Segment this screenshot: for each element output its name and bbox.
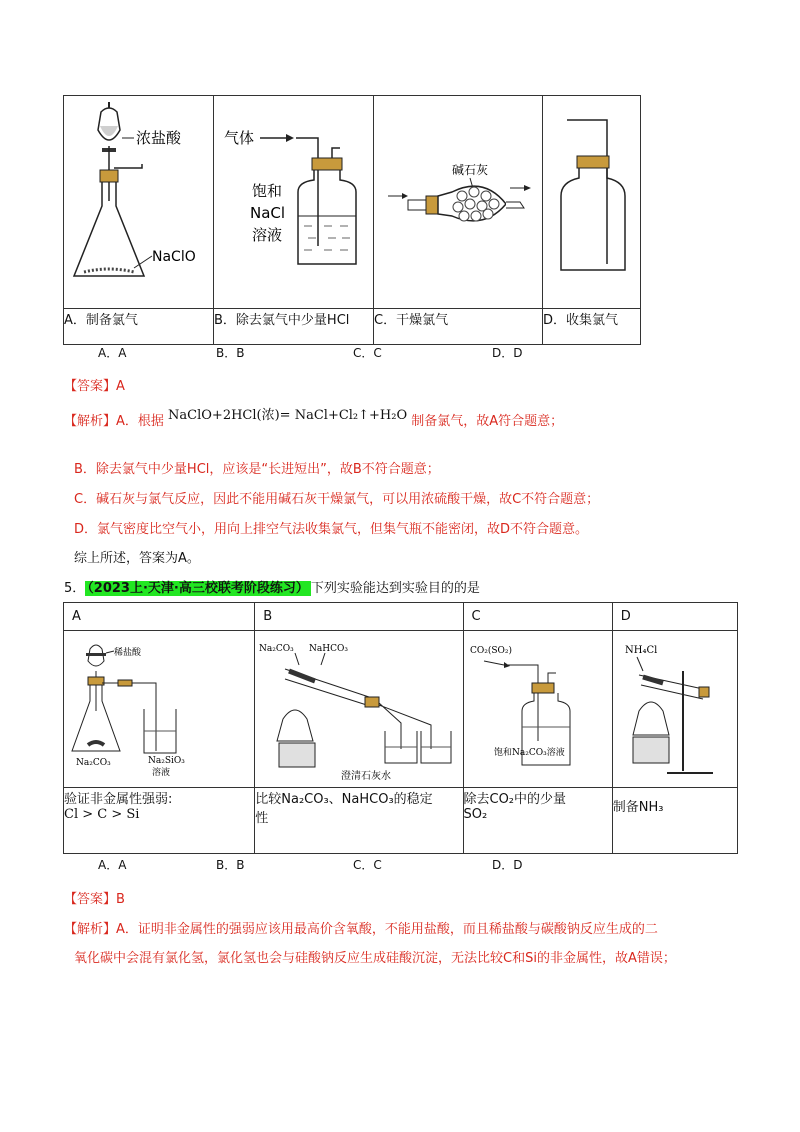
nh4cl-label: NH₄Cl [624, 645, 658, 656]
soda-lime-label: 碱石灰 [452, 163, 489, 177]
q4-option-a[interactable]: A．A [98, 346, 127, 360]
q5-caption-a [64, 788, 255, 854]
q5-header-b: B [255, 603, 463, 631]
q5-caption-c-line-1: 除去CO₂中的少量 [463, 792, 567, 807]
sat-nacl-label-3: 溶液 [252, 226, 283, 244]
q5-header-c: C [463, 603, 612, 631]
q4-summary: 综上所述，答案为A。 [74, 551, 200, 566]
q5-number: 5． [64, 581, 86, 596]
na2sio3-label: Na₂SiO₃ [148, 756, 185, 766]
gas-wash-bottle-figure [464, 631, 609, 783]
na2sio3-solution-label: 溶液 [152, 768, 171, 778]
q5-header-a: A [64, 603, 255, 631]
q4-equation: NaClO+2HCl(浓)= NaCl+Cl₂↑+H₂O [168, 408, 408, 423]
q4-option-b[interactable]: B．B [216, 346, 245, 360]
q4-analysis-line-1 [64, 410, 563, 429]
q5-caption-a-line-1: 验证非金属性强弱: [64, 792, 173, 807]
q5-caption-b [255, 788, 463, 854]
q5-options [0, 856, 800, 876]
q5-source-badge: （2023上·天津·高三校联考阶段练习） [87, 581, 309, 596]
gas-bottle-figure [543, 96, 640, 304]
q4-answer: 【答案】A [64, 379, 125, 394]
q4-cell-a-figure [64, 96, 214, 309]
q4-analysis-suffix: 制备氯气，故A符合题意； [411, 414, 564, 429]
naclo-label: NaClO [152, 249, 196, 265]
q4-cell-c-figure [374, 96, 543, 309]
q4-cell-b-figure [214, 96, 374, 309]
drying-tube-figure [374, 96, 542, 304]
q4-analysis-line-b: B．除去氯气中少量HCl，应该是“长进短出”，故B不符合题意； [74, 462, 440, 477]
q5-stem: 下列实验能达到实验目的的是 [310, 581, 480, 596]
co2-so2-label: CO₂(SO₂) [469, 646, 512, 656]
q4-option-d[interactable]: D．D [492, 346, 523, 360]
limewater-label: 澄清石灰水 [341, 771, 392, 782]
q5-option-c[interactable]: C．C [353, 858, 382, 872]
sat-nacl-label-1: 饱和 [252, 182, 283, 200]
gas-label: 气体 [224, 129, 255, 147]
q5-caption-a-line-2: Cl > C > Si [64, 807, 140, 822]
na2co3-b-label: Na₂CO₃ [259, 644, 294, 654]
q5-cell-b-figure [255, 631, 463, 788]
acid-strength-apparatus-figure [64, 631, 251, 783]
sat-nacl-label-2: NaCl [250, 204, 286, 222]
q4-analysis-prefix: 【解析】A．根据 [64, 414, 164, 429]
q4-caption-a: A．制备氯气 [64, 309, 214, 345]
q4-apparatus-table [63, 95, 641, 345]
q5-cell-d-figure [612, 631, 737, 788]
q5-apparatus-table [63, 602, 738, 854]
q5-caption-c-line-2: SO₂ [463, 807, 488, 822]
q5-caption-b-line-2: 性 [255, 811, 269, 826]
q5-cell-a-figure [64, 631, 255, 788]
wash-bottle-figure [214, 96, 373, 304]
q4-cell-d-figure [543, 96, 641, 309]
q4-analysis-line-d: D．氯气密度比空气小，用向上排空气法收集氯气，但集气瓶不能密闭，故D不符合题意。 [74, 522, 589, 537]
q5-analysis-line-1: 【解析】A．证明非金属性的强弱应该用最高价含氧酸，不能用盐酸，而且稀盐酸与碳酸钠反应生成的二 [64, 922, 658, 937]
q5-caption-d-line-1: 制备NH₃ [612, 800, 664, 815]
q5-caption-c [463, 788, 612, 854]
q5-stem-line [64, 577, 480, 596]
q5-answer: 【答案】B [64, 892, 125, 907]
q5-header-d: D [612, 603, 737, 631]
flask-apparatus-figure [64, 96, 213, 304]
thermal-stability-apparatus-figure [255, 631, 459, 783]
q4-option-c[interactable]: C．C [353, 346, 382, 360]
q5-option-a[interactable]: A．A [98, 858, 127, 872]
ammonia-prep-apparatus-figure [613, 631, 734, 783]
q4-analysis-line-c: C．碱石灰与氯气反应，因此不能用碱石灰干燥氯气，可以用浓硫酸干燥，故C不符合题意； [74, 492, 600, 507]
q4-caption-b: B．除去氯气中少量HCl [214, 309, 374, 345]
na2co3-label: Na₂CO₃ [76, 758, 111, 768]
q5-caption-d [612, 788, 737, 854]
q5-caption-b-line-1: 比较Na₂CO₃、NaHCO₃的稳定 [255, 792, 433, 807]
q4-caption-c: C．干燥氯气 [374, 309, 543, 345]
q4-caption-d: D．收集氯气 [543, 309, 641, 345]
q4-options [0, 344, 800, 364]
q5-cell-c-figure [463, 631, 612, 788]
q5-analysis-line-2: 氧化碳中会混有氯化氢，氯化氢也会与硅酸钠反应生成硅酸沉淀，无法比较C和Si的非金属性，故A错误； [74, 951, 676, 966]
q5-option-d[interactable]: D．D [492, 858, 523, 872]
dilute-hcl-label: 稀盐酸 [114, 648, 142, 658]
conc-hcl-label: 浓盐酸 [136, 129, 182, 147]
sat-na2co3-label: 饱和Na₂CO₃溶液 [493, 748, 565, 758]
nahco3-b-label: NaHCO₃ [309, 644, 349, 654]
q5-option-b[interactable]: B．B [216, 858, 245, 872]
